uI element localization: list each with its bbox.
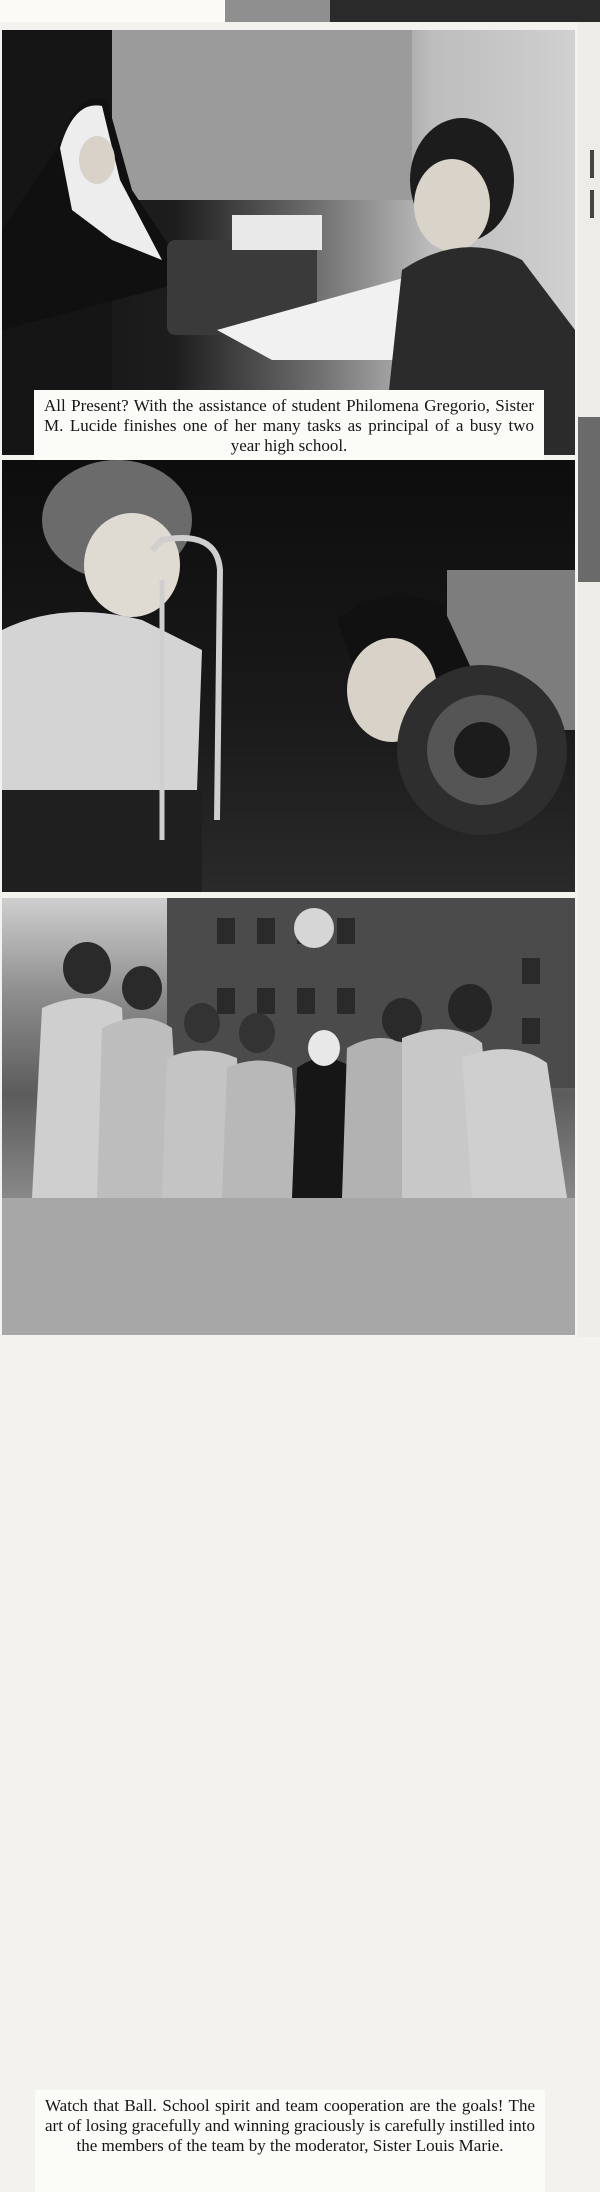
- nun-face: [79, 136, 115, 184]
- court-ground: [2, 1198, 575, 1335]
- margin-mark: [590, 190, 594, 218]
- basketball: [294, 908, 334, 948]
- typewriter-paper: [232, 215, 322, 250]
- top-edge-strip: [0, 0, 600, 22]
- caption-basketball: Watch that Ball. School spirit and team cooperation are the goals! The art of losing gracefully and winning graciously is carefully instilled into the members of the team by the moderator, Sister Louis Marie.: [35, 2090, 545, 2192]
- wall-panel: [112, 30, 412, 200]
- photo-principal-typewriter: [2, 30, 575, 455]
- caption-principal: All Present? With the assistance of student Philomena Gregorio, Sister M. Lucide finishes one of her many tasks as principal of a busy two year high school.: [34, 390, 544, 474]
- student-skirt: [2, 790, 202, 892]
- student-face: [84, 513, 180, 617]
- margin-block: [578, 417, 600, 582]
- right-margin: [578, 22, 600, 1337]
- photo-basketball: [2, 898, 575, 2155]
- margin-mark: [590, 150, 594, 178]
- photo-basketball-illustration: [2, 898, 575, 1335]
- top-edge-grey: [225, 0, 330, 22]
- top-edge-dark: [330, 0, 600, 22]
- student-face: [414, 159, 490, 251]
- student-blouse: [2, 612, 202, 800]
- french-horn-bell: [454, 722, 510, 778]
- photo-horn-illustration: [2, 460, 575, 892]
- photo-french-horn: [2, 460, 575, 892]
